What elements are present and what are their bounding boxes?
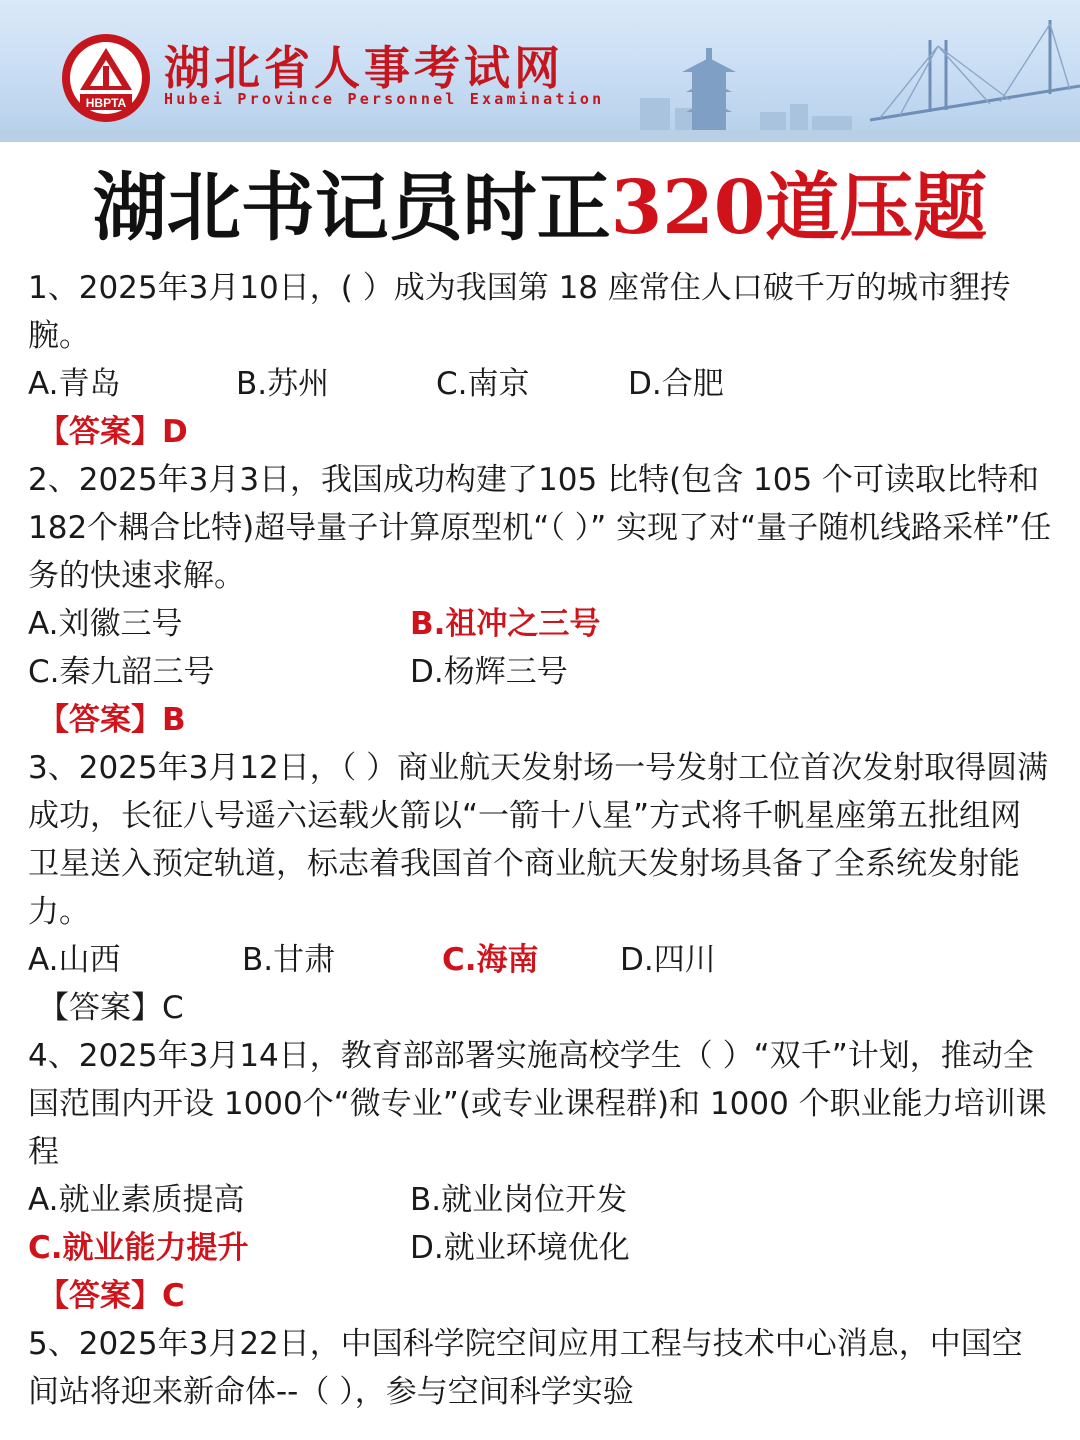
option-b: B.祖冲之三号 (410, 606, 601, 642)
answer-label: 【答案】B (38, 702, 186, 738)
option-c: C.海南 (442, 942, 539, 978)
option-a: A.山西 (28, 942, 121, 978)
option-d: D.就业环境优化 (410, 1230, 630, 1266)
question-1 (28, 264, 1052, 456)
question-stem: 1、2025年3月10日，( ）成为我国第 18 座常住人口破千万的城市貍抟腕。 (28, 270, 1011, 354)
question-stem: 5、2025年3月22日，中国科学院空间应用工程与技术中心消息，中国空间站将迎来新命体--（ ），参与空间科学实验 (28, 1326, 1023, 1410)
option-a: A.刘徽三号 (28, 606, 183, 642)
option-a: A.青岛 (28, 366, 121, 402)
answer-label: 【答案】C (38, 990, 184, 1026)
question-2 (28, 456, 1052, 744)
option-d: D.杨辉三号 (410, 654, 568, 690)
option-a: A.就业素质提高 (28, 1182, 245, 1218)
option-b: B.就业岗位开发 (410, 1182, 628, 1218)
option-row (28, 1176, 1052, 1224)
option-row (28, 360, 1052, 408)
option-c: C.就业能力提升 (28, 1230, 249, 1266)
question-stem: 2、2025年3月3日，我国成功构建了105 比特(包含 105 个可读取比特和 182个耦合比特)超导量子计算原型机“（ ）” 实现了对“量子随机线路采样”任务的快速求解。 (28, 462, 1052, 594)
option-d: D.四川 (620, 942, 716, 978)
question-stem: 4、2025年3月14日，教育部部署实施高校学生（ ）“双千”计划，推动全国范围内开设 1000个“微专业”(或专业课程群)和 1000 个职业能力培训课程 (28, 1038, 1047, 1170)
option-row (28, 1224, 1052, 1272)
site-banner (0, 0, 1080, 142)
option-row (28, 648, 1052, 696)
site-name-en: Hubei Province Personnel Examination (164, 90, 605, 108)
option-c: C.秦九韶三号 (28, 654, 215, 690)
site-name-cn: 湖北省人事考试网 (164, 41, 564, 95)
answer-label: 【答案】C (38, 1278, 185, 1314)
option-c: C.南京 (436, 366, 530, 402)
option-b: B.苏州 (236, 366, 330, 402)
question-4 (28, 1032, 1052, 1320)
option-d: D.合肥 (628, 366, 724, 402)
option-row (28, 600, 1052, 648)
question-stem: 3、2025年3月12日，（ ）商业航天发射场一号发射工位首次发射取得圆满成功，长征八号遥六运载火箭以“一箭十八星”方式将千帆星座第五批组网卫星送入预定轨道，标志着我国首个商业航天发射场具备了全系统发射能力。 (28, 750, 1049, 930)
page-title (0, 160, 1080, 256)
question-3 (28, 744, 1052, 1032)
title-main: 湖北书记员时正 (92, 165, 611, 251)
hbpta-logo (58, 30, 154, 126)
answer-label: 【答案】D (38, 414, 188, 450)
question-list (0, 264, 1080, 1416)
logo-text: HBPTA (85, 96, 127, 110)
option-row (28, 936, 1052, 984)
question-5 (28, 1320, 1052, 1416)
option-b: B.甘肃 (242, 942, 336, 978)
title-highlight: 320道压题 (610, 165, 988, 251)
